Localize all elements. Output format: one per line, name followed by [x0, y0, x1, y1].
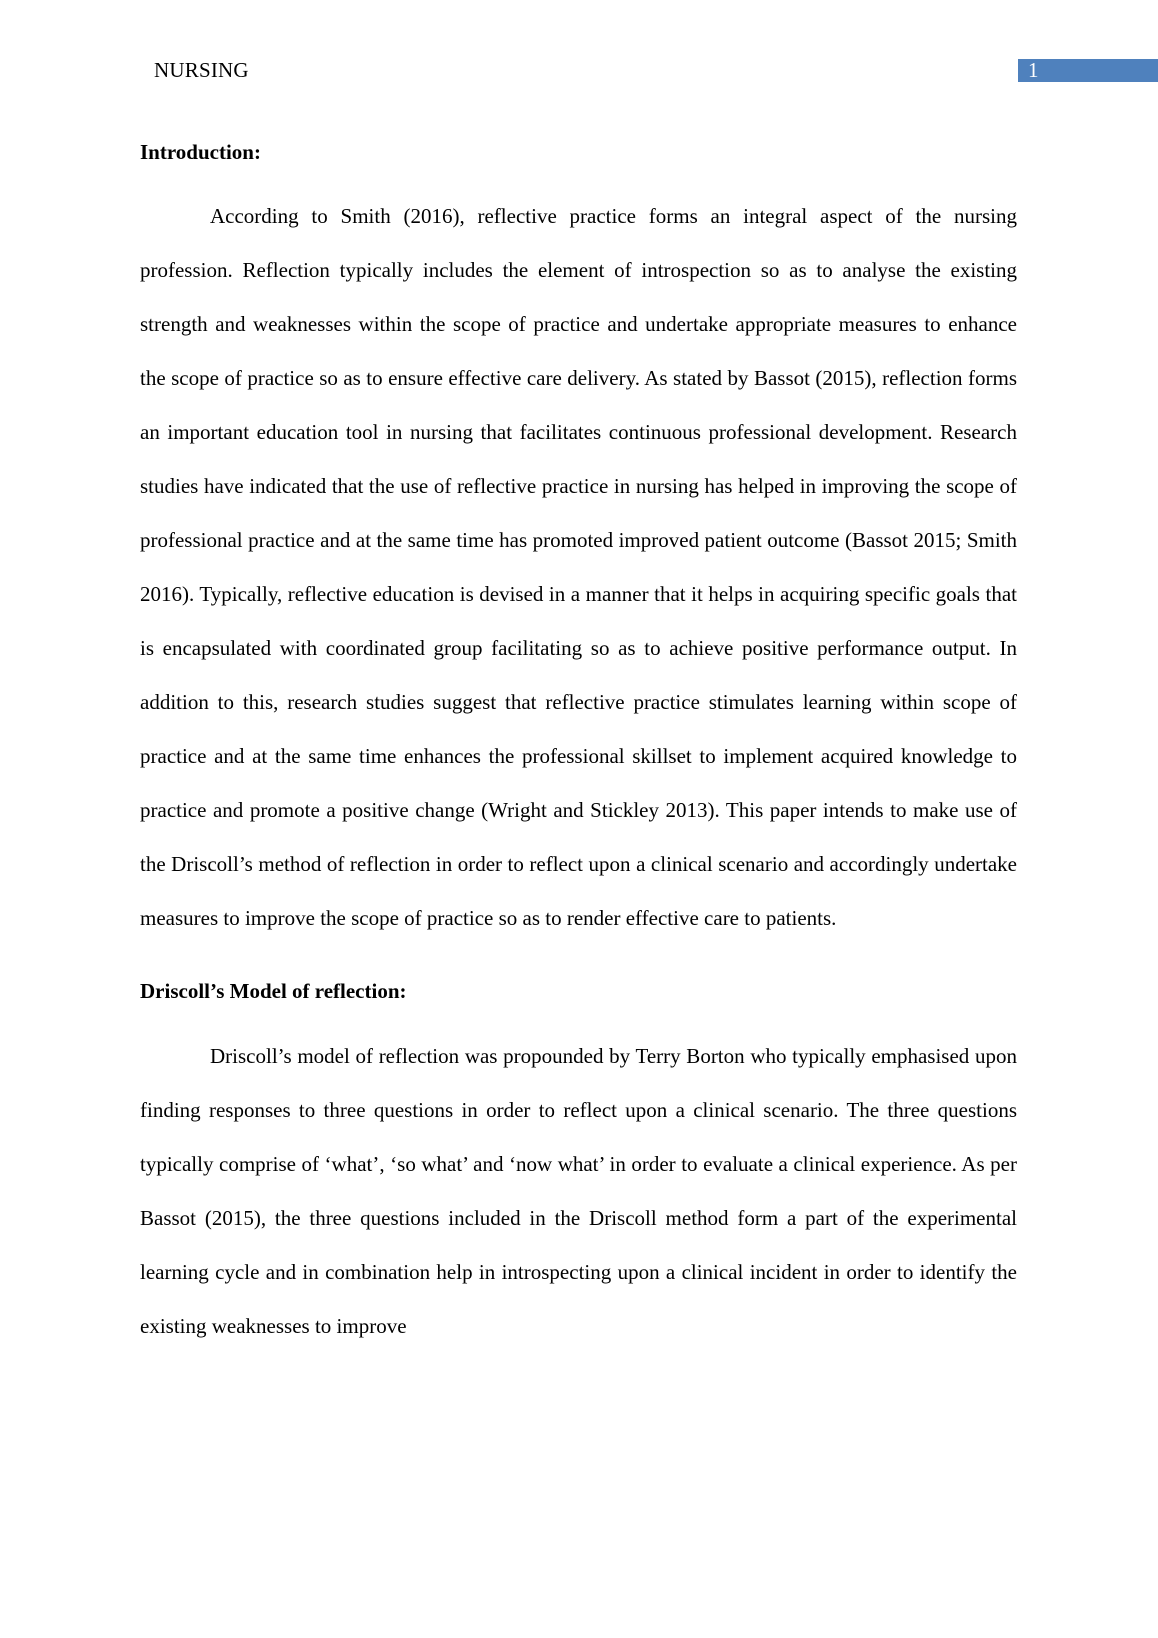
section-heading-driscoll-model: Driscoll’s Model of reflection:: [140, 979, 407, 1003]
section-heading-introduction: Introduction:: [140, 140, 261, 164]
page-number-background: [1018, 59, 1158, 82]
page-number: 1: [1028, 58, 1039, 82]
paragraph-driscoll-model: Driscoll’s model of reflection was propounded by Terry Borton who typically emphasised upon finding responses to three questions in order to reflect upon a clinical scenario. The three questions typically comprise of ‘what’, ‘so what’ and ‘now what’ in order to evaluate a clinical experience. As per Bassot (2015), the three questions included in the Driscoll method form a part of the experimental learning cycle and in combination help in introspecting upon a clinical incident in order to identify the existing weaknesses to improve: [140, 1044, 1017, 1338]
document-body: [140, 138, 1017, 1353]
running-header-title: NURSING: [154, 58, 249, 82]
paragraph-introduction: According to Smith (2016), reflective practice forms an integral aspect of the nursing profession. Reflection typically includes the element of introspection so as to analyse the existing strength and weaknesses within the scope of practice and undertake appropriate measures to enhance the scope of practice so as to ensure effective care delivery. As stated by Bassot (2015), reflection forms an important education tool in nursing that facilitates continuous professional development. Research studies have indicated that the use of reflective practice in nursing has helped in improving the scope of professional practice and at the same time has promoted improved patient outcome (Bassot 2015; Smith 2016). Typically, reflective education is devised in a manner that it helps in acquiring specific goals that is encapsulated with coordinated group facilitating so as to achieve positive performance output. In addition to this, research studies suggest that reflective practice stimulates learning within scope of practice and at the same time enhances the professional skillset to implement acquired knowledge to practice and promote a positive change (Wright and Stickley 2013). This paper intends to make use of the Driscoll’s method of reflection in order to reflect upon a clinical scenario and accordingly undertake measures to improve the scope of practice so as to render effective care to patients.: [140, 204, 1017, 930]
